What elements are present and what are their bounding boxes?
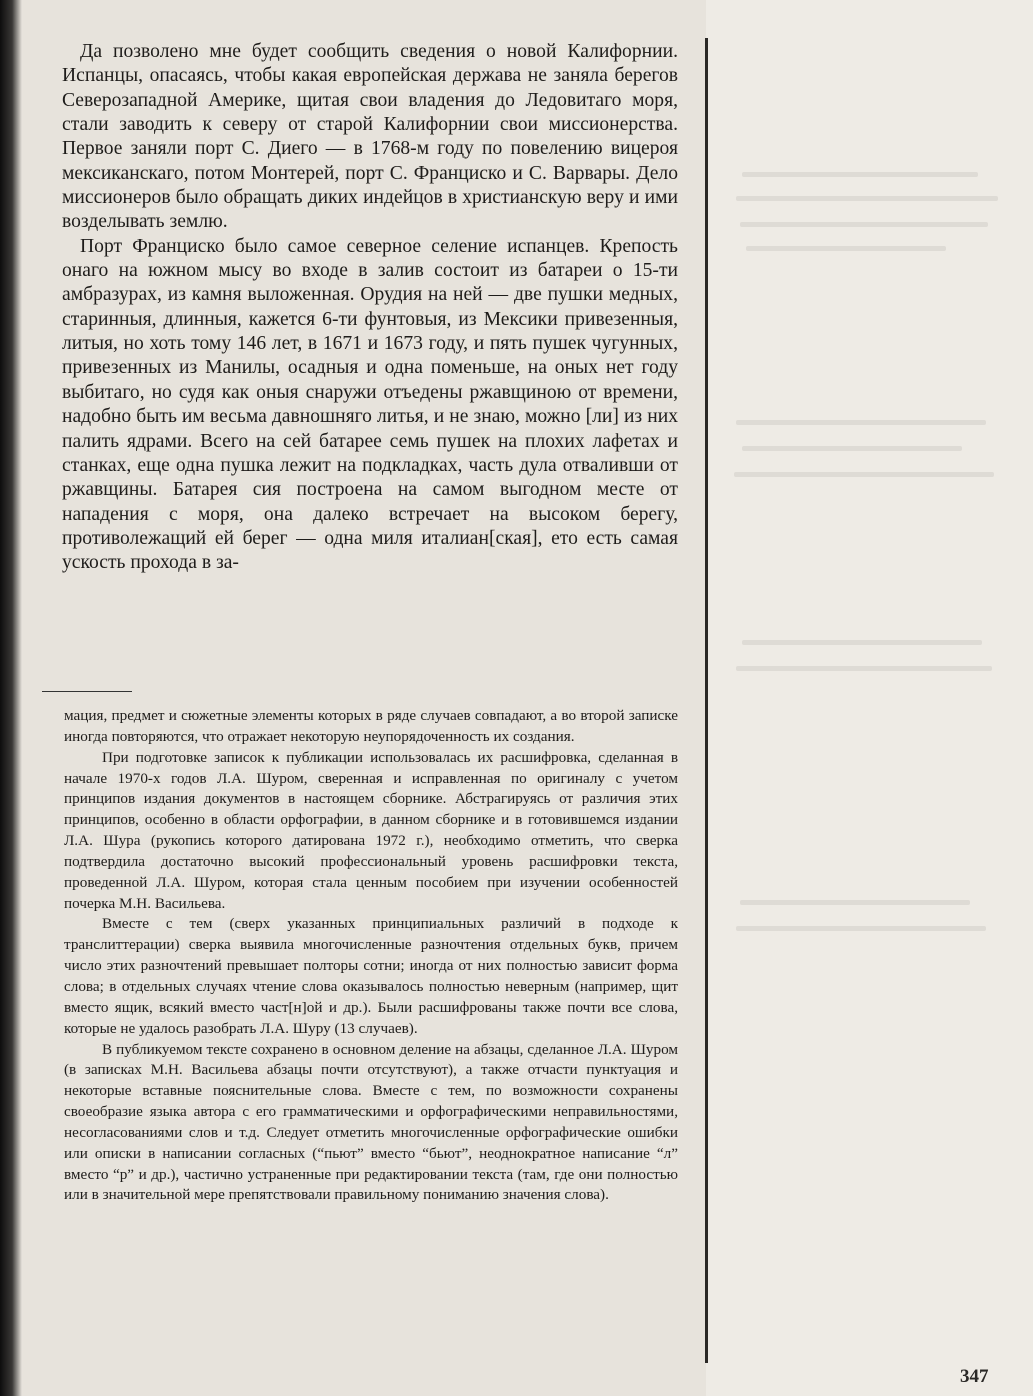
main-paragraph: Порт Франциско было самое северное селение испанцев. Крепость онаго на южном мысу во входе в залив состоит из батареи о 15-ти амбразурах, из камня выложенная. Орудия на ней — две пушки медных, старинныя, длинныя, кажется 6-ти фунтовыя, из Мексики привезенныя, литыя, но хоть тому 146 лет, в 1671 и 1673 году, и пять пушек чугунных, привезенных из Манилы, осадныя и одна поменьше, на оных нет году выбитаго, но судя как оныя снаружи отъедены ржавщиною от времени, надобно быть им весьма давношняго литья, и не знаю, можно [ли] из них палить ядрами. Всего на сей батарее семь пушек на плохих лафетах и станках, еще одна пушка лежит на подкладках, часть дула отваливши от ржавщины. Батарея сия построена на самом выгодном месте от нападения с моря, она далеко встречает на высоком берегу, противолежащий ей берег — одна миля италиан[ская], ето есть самая ускость прохода в за- [62, 235, 678, 574]
notes-paragraph: Вместе с тем (сверх указанных принципиальных различий в подходе к транслиттерации) сверка выявила многочисленные разночтения отдельных букв, причем число этих разночтений превышает полторы сотни; иногда от них полностью зависит форма слова; в отдельных случаях чтение слова оказывалось полностью неверным (например, щит вместо ящик, всякий вместо част[н]ой и др.). Были расшифрованы также почти все слова, которые не удалось разобрать Л.А. Шуру (13 случаев). [64, 915, 678, 1037]
notes-paragraph: В публикуемом тексте сохранено в основном деление на абзацы, сделанное Л.А. Шуром (в записках М.Н. Васильева абзацы почти отсутствуют), а также отчасти пунктуация и некоторые вставные пояснительные слова. Вместе с тем, по возможности сохранены своеобразие языка автора с его грамматическими и орфографическими неправильностями, несогласованиями слов и т.д. Следует отметить многочисленные орфографические ошибки или описки в написании согласных (“пьют” вместо “бьют”, неоднократное написание “л” вместо “р” и др.), частично устраненные при редактировании текста (там, где они полностью или в значительной мере препятствовали правильному пониманию значения слова). [64, 1040, 678, 1204]
notes-paragraph: При подготовке записок к публикации использовалась их расшифровка, сделанная в начале 1970-х годов Л.А. Шуром, сверенная и исправленная по оригиналу с учетом принципов издания документов в настоящем сборнике. Абстрагируясь от различия этих принципов, особенно в области орфографии, в данном сборнике и в готовившемся издании Л.А. Шура (рукопись которого датирована 1972 г.), необходимо отметить, что сверка подтвердила достаточно высокий профессиональный уровень расшифровки текста, проведенной Л.А. Шуром, которая стала ценным пособием при изучении особенностей почерка М.Н. Васильева. [64, 748, 678, 912]
notes-paragraph: мация, предмет и сюжетные элементы которых в ряде случаев совпадают, а во второй записке иногда повторяются, что отражает некоторую неупорядоченность их создания. [64, 707, 678, 745]
page-number: 347 [960, 1366, 989, 1387]
page-fold-line [705, 38, 708, 1363]
page-edge-shadow [0, 0, 22, 1396]
main-text-block [62, 40, 678, 576]
facing-page-margin [706, 0, 1033, 1396]
notes-text-block [64, 706, 678, 1206]
footnote-divider [42, 691, 132, 692]
main-paragraph: Да позволено мне будет сообщить сведения о новой Калифорнии. Испанцы, опасаясь, чтобы какая европейская держава не заняла берегов Северозападной Америке, щитая свои владения до Ледовитаго моря, стали заводить к северу от старой Калифорнии свои миссионерства. Первое заняли порт С. Диего — в 1768-м году по повелению вицероя мексиканскаго, потом Монтерей, порт С. Франциско и С. Варвары. Дело миссионеров было обращать диких индейцов в христианскую веру и ими возделывать землю. [62, 41, 678, 233]
